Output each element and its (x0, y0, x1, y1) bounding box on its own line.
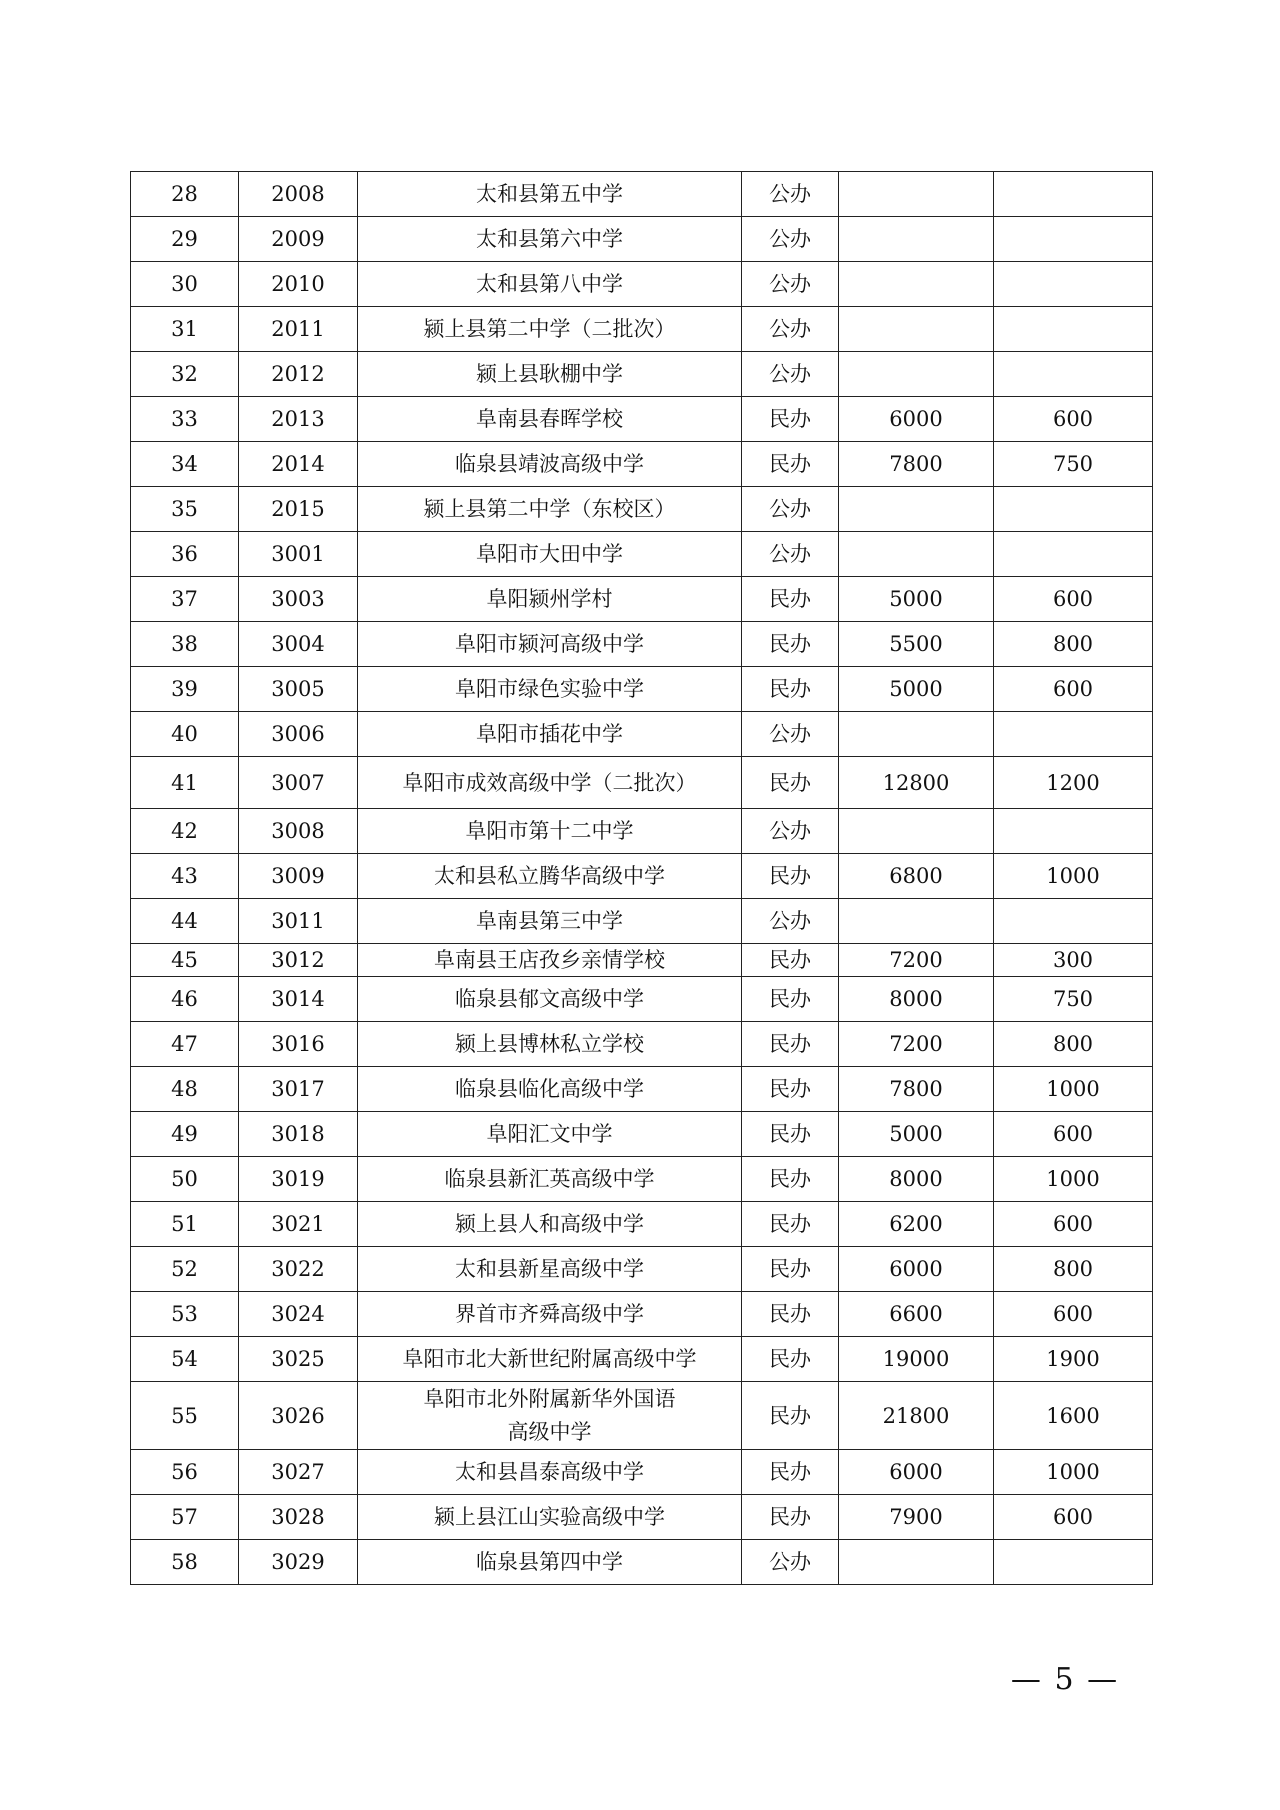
table-row (131, 1450, 1153, 1495)
school-code-cell: 3014 (239, 977, 358, 1022)
row-number-cell: 45 (131, 944, 239, 977)
table-row (131, 1292, 1153, 1337)
school-type-cell: 民办 (742, 1247, 839, 1292)
row-number-cell: 28 (131, 172, 239, 217)
school-name-cell: 临泉县新汇英高级中学 (358, 1157, 742, 1202)
row-number-cell: 40 (131, 712, 239, 757)
lodging-fee-cell: 600 (994, 1495, 1153, 1540)
tuition-cell: 6800 (839, 854, 994, 899)
tuition-cell (839, 262, 994, 307)
tuition-cell: 7800 (839, 1067, 994, 1112)
lodging-fee-cell: 600 (994, 1112, 1153, 1157)
row-number-cell: 57 (131, 1495, 239, 1540)
school-table (130, 171, 1153, 1585)
tuition-cell: 5000 (839, 667, 994, 712)
tuition-cell: 6600 (839, 1292, 994, 1337)
row-number-cell: 47 (131, 1022, 239, 1067)
row-number-cell: 48 (131, 1067, 239, 1112)
lodging-fee-cell: 800 (994, 1247, 1153, 1292)
school-type-cell: 民办 (742, 944, 839, 977)
row-number-cell: 44 (131, 899, 239, 944)
school-code-cell: 3028 (239, 1495, 358, 1540)
school-name-line: 高级中学 (507, 1419, 592, 1444)
school-type-cell: 民办 (742, 1157, 839, 1202)
table-row (131, 307, 1153, 352)
table-row (131, 757, 1153, 809)
lodging-fee-cell: 1000 (994, 1157, 1153, 1202)
school-name-cell: 阜阳市颍河高级中学 (358, 622, 742, 667)
school-name-cell: 阜南县王店孜乡亲情学校 (358, 944, 742, 977)
tuition-cell: 8000 (839, 1157, 994, 1202)
lodging-fee-cell (994, 172, 1153, 217)
row-number-cell: 53 (131, 1292, 239, 1337)
school-code-cell: 3011 (239, 899, 358, 944)
lodging-fee-cell: 1000 (994, 854, 1153, 899)
row-number-cell: 43 (131, 854, 239, 899)
school-code-cell: 2010 (239, 262, 358, 307)
table-row (131, 442, 1153, 487)
school-code-cell: 3006 (239, 712, 358, 757)
school-code-cell: 3018 (239, 1112, 358, 1157)
tuition-cell: 6000 (839, 1450, 994, 1495)
school-name-cell: 阜阳汇文中学 (358, 1112, 742, 1157)
school-type-cell: 民办 (742, 622, 839, 667)
school-name-cell: 临泉县郁文高级中学 (358, 977, 742, 1022)
tuition-cell (839, 172, 994, 217)
school-name-cell: 颍上县人和高级中学 (358, 1202, 742, 1247)
school-type-cell: 民办 (742, 667, 839, 712)
table-row (131, 1022, 1153, 1067)
school-name-cell: 太和县昌泰高级中学 (358, 1450, 742, 1495)
school-type-cell: 公办 (742, 809, 839, 854)
school-type-cell: 公办 (742, 532, 839, 577)
school-code-cell: 3026 (239, 1382, 358, 1450)
tuition-cell (839, 712, 994, 757)
school-name-cell: 太和县第八中学 (358, 262, 742, 307)
school-type-cell: 民办 (742, 1292, 839, 1337)
school-code-cell: 3021 (239, 1202, 358, 1247)
school-name-cell: 临泉县临化高级中学 (358, 1067, 742, 1112)
school-type-cell: 民办 (742, 397, 839, 442)
school-name-cell: 阜阳市北大新世纪附属高级中学 (358, 1337, 742, 1382)
row-number-cell: 54 (131, 1337, 239, 1382)
school-code-cell: 3017 (239, 1067, 358, 1112)
row-number-cell: 33 (131, 397, 239, 442)
school-name-cell: 阜阳颍州学村 (358, 577, 742, 622)
lodging-fee-cell: 600 (994, 397, 1153, 442)
school-name-cell: 太和县第六中学 (358, 217, 742, 262)
school-code-cell: 3009 (239, 854, 358, 899)
row-number-cell: 52 (131, 1247, 239, 1292)
school-name-cell: 阜南县第三中学 (358, 899, 742, 944)
school-code-cell: 2009 (239, 217, 358, 262)
lodging-fee-cell: 1900 (994, 1337, 1153, 1382)
table-row (131, 1247, 1153, 1292)
school-name-cell: 阜阳市大田中学 (358, 532, 742, 577)
school-code-cell: 3003 (239, 577, 358, 622)
table-row (131, 809, 1153, 854)
school-type-cell: 民办 (742, 1495, 839, 1540)
lodging-fee-cell (994, 532, 1153, 577)
tuition-cell (839, 307, 994, 352)
table-row (131, 172, 1153, 217)
tuition-cell: 6000 (839, 1247, 994, 1292)
school-type-cell: 民办 (742, 1067, 839, 1112)
school-type-cell: 公办 (742, 307, 839, 352)
row-number-cell: 35 (131, 487, 239, 532)
school-code-cell: 3016 (239, 1022, 358, 1067)
school-code-cell: 3005 (239, 667, 358, 712)
tuition-cell: 7200 (839, 944, 994, 977)
school-code-cell: 3024 (239, 1292, 358, 1337)
tuition-cell: 7200 (839, 1022, 994, 1067)
tuition-cell: 5000 (839, 1112, 994, 1157)
school-name-cell: 太和县第五中学 (358, 172, 742, 217)
table-row (131, 352, 1153, 397)
lodging-fee-cell: 1600 (994, 1382, 1153, 1450)
school-code-cell: 2013 (239, 397, 358, 442)
table-body (131, 172, 1153, 1585)
row-number-cell: 58 (131, 1540, 239, 1585)
row-number-cell: 51 (131, 1202, 239, 1247)
row-number-cell: 32 (131, 352, 239, 397)
lodging-fee-cell: 800 (994, 622, 1153, 667)
table-row (131, 262, 1153, 307)
school-name-cell: 颍上县耿棚中学 (358, 352, 742, 397)
school-code-cell: 3022 (239, 1247, 358, 1292)
lodging-fee-cell: 750 (994, 442, 1153, 487)
school-name-cell (358, 1382, 742, 1450)
school-code-cell: 2015 (239, 487, 358, 532)
lodging-fee-cell: 1200 (994, 757, 1153, 809)
row-number-cell: 56 (131, 1450, 239, 1495)
school-name-cell: 颍上县博林私立学校 (358, 1022, 742, 1067)
lodging-fee-cell (994, 1540, 1153, 1585)
tuition-cell: 19000 (839, 1337, 994, 1382)
tuition-cell: 5000 (839, 577, 994, 622)
school-type-cell: 民办 (742, 757, 839, 809)
school-type-cell: 公办 (742, 172, 839, 217)
table-row (131, 977, 1153, 1022)
row-number-cell: 31 (131, 307, 239, 352)
tuition-cell (839, 217, 994, 262)
school-type-cell: 公办 (742, 352, 839, 397)
page-number: — 5 — (1010, 1662, 1120, 1697)
lodging-fee-cell (994, 307, 1153, 352)
table-row (131, 1495, 1153, 1540)
school-type-cell: 公办 (742, 1540, 839, 1585)
lodging-fee-cell: 600 (994, 667, 1153, 712)
school-type-cell: 民办 (742, 1022, 839, 1067)
row-number-cell: 36 (131, 532, 239, 577)
row-number-cell: 46 (131, 977, 239, 1022)
lodging-fee-cell: 600 (994, 1202, 1153, 1247)
school-name-cell: 颍上县江山实验高级中学 (358, 1495, 742, 1540)
table-row (131, 1067, 1153, 1112)
tuition-cell: 7800 (839, 442, 994, 487)
row-number-cell: 50 (131, 1157, 239, 1202)
school-type-cell: 公办 (742, 712, 839, 757)
table-row (131, 487, 1153, 532)
school-type-cell: 民办 (742, 1382, 839, 1450)
school-name-cell: 太和县私立腾华高级中学 (358, 854, 742, 899)
school-code-cell: 3027 (239, 1450, 358, 1495)
tuition-cell (839, 899, 994, 944)
school-name-cell: 阜阳市插花中学 (358, 712, 742, 757)
row-number-cell: 29 (131, 217, 239, 262)
table-row (131, 1112, 1153, 1157)
row-number-cell: 41 (131, 757, 239, 809)
school-code-cell: 2014 (239, 442, 358, 487)
table-row (131, 577, 1153, 622)
school-name-cell: 临泉县靖波高级中学 (358, 442, 742, 487)
lodging-fee-cell: 1000 (994, 1450, 1153, 1495)
school-type-cell: 民办 (742, 1202, 839, 1247)
school-type-cell: 民办 (742, 577, 839, 622)
row-number-cell: 39 (131, 667, 239, 712)
school-name-line: 阜阳市北外附属新华外国语 (423, 1386, 676, 1411)
row-number-cell: 49 (131, 1112, 239, 1157)
school-code-cell: 3029 (239, 1540, 358, 1585)
lodging-fee-cell (994, 809, 1153, 854)
school-name-cell: 阜阳市第十二中学 (358, 809, 742, 854)
school-type-cell: 公办 (742, 899, 839, 944)
lodging-fee-cell: 600 (994, 1292, 1153, 1337)
school-code-cell: 3007 (239, 757, 358, 809)
school-name-cell: 临泉县第四中学 (358, 1540, 742, 1585)
school-name-cell: 阜阳市绿色实验中学 (358, 667, 742, 712)
school-name-cell: 界首市齐舜高级中学 (358, 1292, 742, 1337)
school-code-cell: 3008 (239, 809, 358, 854)
row-number-cell: 38 (131, 622, 239, 667)
school-code-cell: 3012 (239, 944, 358, 977)
tuition-cell: 12800 (839, 757, 994, 809)
table-row (131, 899, 1153, 944)
school-name-cell: 颍上县第二中学（二批次） (358, 307, 742, 352)
school-code-cell: 2012 (239, 352, 358, 397)
lodging-fee-cell (994, 899, 1153, 944)
tuition-cell (839, 352, 994, 397)
school-code-cell: 3019 (239, 1157, 358, 1202)
lodging-fee-cell: 600 (994, 577, 1153, 622)
lodging-fee-cell: 750 (994, 977, 1153, 1022)
table-row (131, 1337, 1153, 1382)
table-row (131, 397, 1153, 442)
tuition-cell (839, 532, 994, 577)
school-type-cell: 公办 (742, 262, 839, 307)
table-row (131, 667, 1153, 712)
school-name-cell: 阜南县春晖学校 (358, 397, 742, 442)
lodging-fee-cell (994, 487, 1153, 532)
tuition-cell: 7900 (839, 1495, 994, 1540)
table-row (131, 1157, 1153, 1202)
school-code-cell: 3001 (239, 532, 358, 577)
school-type-cell: 公办 (742, 487, 839, 532)
school-type-cell: 民办 (742, 1112, 839, 1157)
tuition-cell: 21800 (839, 1382, 994, 1450)
tuition-cell (839, 809, 994, 854)
school-code-cell: 2008 (239, 172, 358, 217)
lodging-fee-cell (994, 352, 1153, 397)
lodging-fee-cell (994, 217, 1153, 262)
school-type-cell: 公办 (742, 217, 839, 262)
school-type-cell: 民办 (742, 1337, 839, 1382)
lodging-fee-cell (994, 712, 1153, 757)
school-name-cell: 颍上县第二中学（东校区） (358, 487, 742, 532)
table-row (131, 1382, 1153, 1450)
row-number-cell: 34 (131, 442, 239, 487)
school-name-cell: 阜阳市成效高级中学（二批次） (358, 757, 742, 809)
tuition-cell: 8000 (839, 977, 994, 1022)
table-row (131, 1202, 1153, 1247)
school-type-cell: 民办 (742, 977, 839, 1022)
school-code-cell: 2011 (239, 307, 358, 352)
row-number-cell: 55 (131, 1382, 239, 1450)
table-row (131, 1540, 1153, 1585)
lodging-fee-cell: 1000 (994, 1067, 1153, 1112)
table-row (131, 622, 1153, 667)
school-code-cell: 3025 (239, 1337, 358, 1382)
tuition-cell (839, 1540, 994, 1585)
school-type-cell: 民办 (742, 442, 839, 487)
table-row (131, 712, 1153, 757)
table-row (131, 217, 1153, 262)
school-code-cell: 3004 (239, 622, 358, 667)
table-row (131, 854, 1153, 899)
tuition-cell: 6000 (839, 397, 994, 442)
lodging-fee-cell: 300 (994, 944, 1153, 977)
tuition-cell: 6200 (839, 1202, 994, 1247)
table-row (131, 532, 1153, 577)
row-number-cell: 30 (131, 262, 239, 307)
school-name-cell: 太和县新星高级中学 (358, 1247, 742, 1292)
lodging-fee-cell: 800 (994, 1022, 1153, 1067)
school-type-cell: 民办 (742, 1450, 839, 1495)
tuition-cell (839, 487, 994, 532)
lodging-fee-cell (994, 262, 1153, 307)
row-number-cell: 42 (131, 809, 239, 854)
table-row (131, 944, 1153, 977)
tuition-cell: 5500 (839, 622, 994, 667)
school-type-cell: 民办 (742, 854, 839, 899)
row-number-cell: 37 (131, 577, 239, 622)
